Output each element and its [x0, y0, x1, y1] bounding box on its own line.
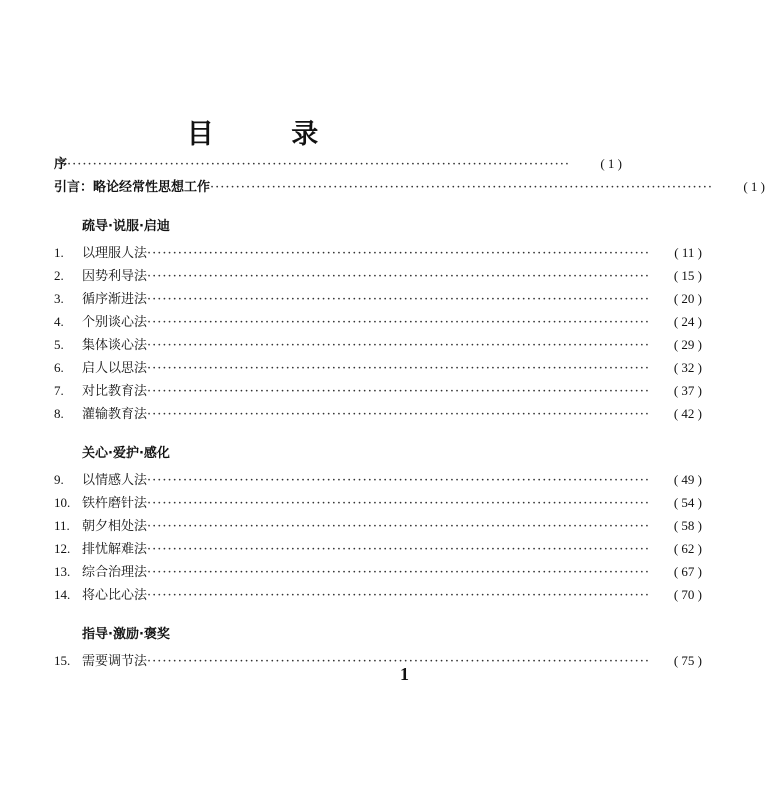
entry-label: 灌输教育法 — [82, 407, 148, 422]
toc-entry[interactable] — [54, 379, 702, 402]
entry-page: ( 75 ) — [673, 653, 702, 668]
dot-leader: ·································································································· — [147, 654, 650, 669]
toc-entry[interactable] — [54, 287, 702, 310]
entry-number: 2. — [54, 268, 64, 283]
dot-leader: ·································································································· — [147, 588, 650, 603]
entry-page: ( 49 ) — [673, 472, 702, 487]
dot-leader: ·································································································· — [147, 519, 650, 534]
entry-label: 因势利导法 — [82, 269, 148, 284]
entry-label: 序 — [54, 157, 68, 172]
toc-entry[interactable] — [54, 356, 702, 379]
entry-label: 将心比心法 — [82, 588, 148, 603]
entry-page: ( 11 ) — [674, 245, 702, 260]
toc-entry[interactable] — [54, 241, 702, 264]
page-title: 目 录 — [186, 119, 353, 150]
dot-leader: ·································································································· — [210, 180, 713, 195]
entry-page: ( 37 ) — [673, 383, 702, 398]
dot-leader: ·································································································· — [147, 338, 650, 353]
entry-number: 12. — [54, 541, 71, 556]
entry-page: ( 62 ) — [673, 541, 702, 556]
entry-page: ( 54 ) — [673, 495, 702, 510]
dot-leader: ·································································································· — [147, 315, 650, 330]
entry-page: ( 15 ) — [673, 268, 702, 283]
entry-label: 以情感人法 — [82, 473, 148, 488]
toc-entry[interactable] — [54, 537, 702, 560]
section-heading: 关心·爱护·感化 — [82, 446, 170, 461]
dot-leader: ·································································································· — [147, 384, 650, 399]
entry-page: ( 1 ) — [743, 179, 765, 194]
entry-number: 6. — [54, 360, 64, 375]
entry-number: 5. — [54, 337, 64, 352]
toc-entry-introduction[interactable] — [54, 175, 765, 198]
entry-label: 铁杵磨针法 — [82, 496, 148, 511]
entry-label: 朝夕相处法 — [82, 519, 148, 534]
section-heading: 疏导·说服·启迪 — [82, 219, 170, 234]
dot-leader: ·································································································· — [67, 157, 570, 172]
entry-label: 需要调节法 — [82, 654, 148, 669]
entry-label: 排忧解难法 — [82, 542, 148, 557]
toc-entry[interactable] — [54, 583, 702, 606]
entry-page: ( 24 ) — [673, 314, 702, 329]
dot-leader: ·································································································· — [147, 565, 650, 580]
entry-number: 3. — [54, 291, 64, 306]
entry-number: 15. — [54, 653, 71, 668]
entry-number: 13. — [54, 564, 71, 579]
entry-number: 4. — [54, 314, 64, 329]
dot-leader: ·································································································· — [147, 269, 650, 284]
dot-leader: ·································································································· — [147, 246, 650, 261]
dot-leader: ·································································································· — [147, 292, 650, 307]
toc-entry[interactable] — [54, 264, 702, 287]
toc-entry[interactable] — [54, 514, 702, 537]
toc-entry[interactable] — [54, 649, 702, 672]
toc-entry[interactable] — [54, 310, 702, 333]
section-heading: 指导·激励·褒奖 — [82, 627, 170, 642]
entry-label: 集体谈心法 — [82, 338, 148, 353]
toc-entry[interactable] — [54, 333, 702, 356]
page-number: 1 — [400, 664, 409, 684]
entry-page: ( 1 ) — [600, 156, 622, 171]
entry-page: ( 70 ) — [673, 587, 702, 602]
toc-entry[interactable] — [54, 402, 702, 425]
dot-leader: ·································································································· — [147, 496, 650, 511]
entry-label: 引言：略论经常性思想工作 — [54, 180, 211, 195]
entry-page: ( 29 ) — [673, 337, 702, 352]
toc-entry-preface[interactable] — [54, 152, 622, 175]
entry-number: 7. — [54, 383, 64, 398]
toc-entry[interactable] — [54, 491, 702, 514]
entry-page: ( 67 ) — [673, 564, 702, 579]
entry-page: ( 58 ) — [673, 518, 702, 533]
entry-number: 1. — [54, 245, 64, 260]
entry-number: 8. — [54, 406, 64, 421]
entry-label: 个别谈心法 — [82, 315, 148, 330]
entry-number: 14. — [54, 587, 71, 602]
dot-leader: ·································································································· — [147, 407, 650, 422]
toc-entry[interactable] — [54, 468, 702, 491]
entry-number: 11. — [54, 518, 70, 533]
dot-leader: ·································································································· — [147, 542, 650, 557]
toc-entry[interactable] — [54, 560, 702, 583]
entry-page: ( 42 ) — [673, 406, 702, 421]
dot-leader: ·································································································· — [147, 473, 650, 488]
table-of-contents — [54, 152, 765, 672]
entry-label: 对比教育法 — [82, 384, 148, 399]
entry-number: 10. — [54, 495, 71, 510]
entry-label: 启人以思法 — [82, 361, 148, 376]
entry-label: 以理服人法 — [82, 246, 148, 261]
entry-number: 9. — [54, 472, 64, 487]
entry-label: 循序渐进法 — [82, 292, 148, 307]
dot-leader: ·································································································· — [147, 361, 650, 376]
entry-page: ( 32 ) — [673, 360, 702, 375]
entry-label: 综合治理法 — [82, 565, 148, 580]
entry-page: ( 20 ) — [673, 291, 702, 306]
